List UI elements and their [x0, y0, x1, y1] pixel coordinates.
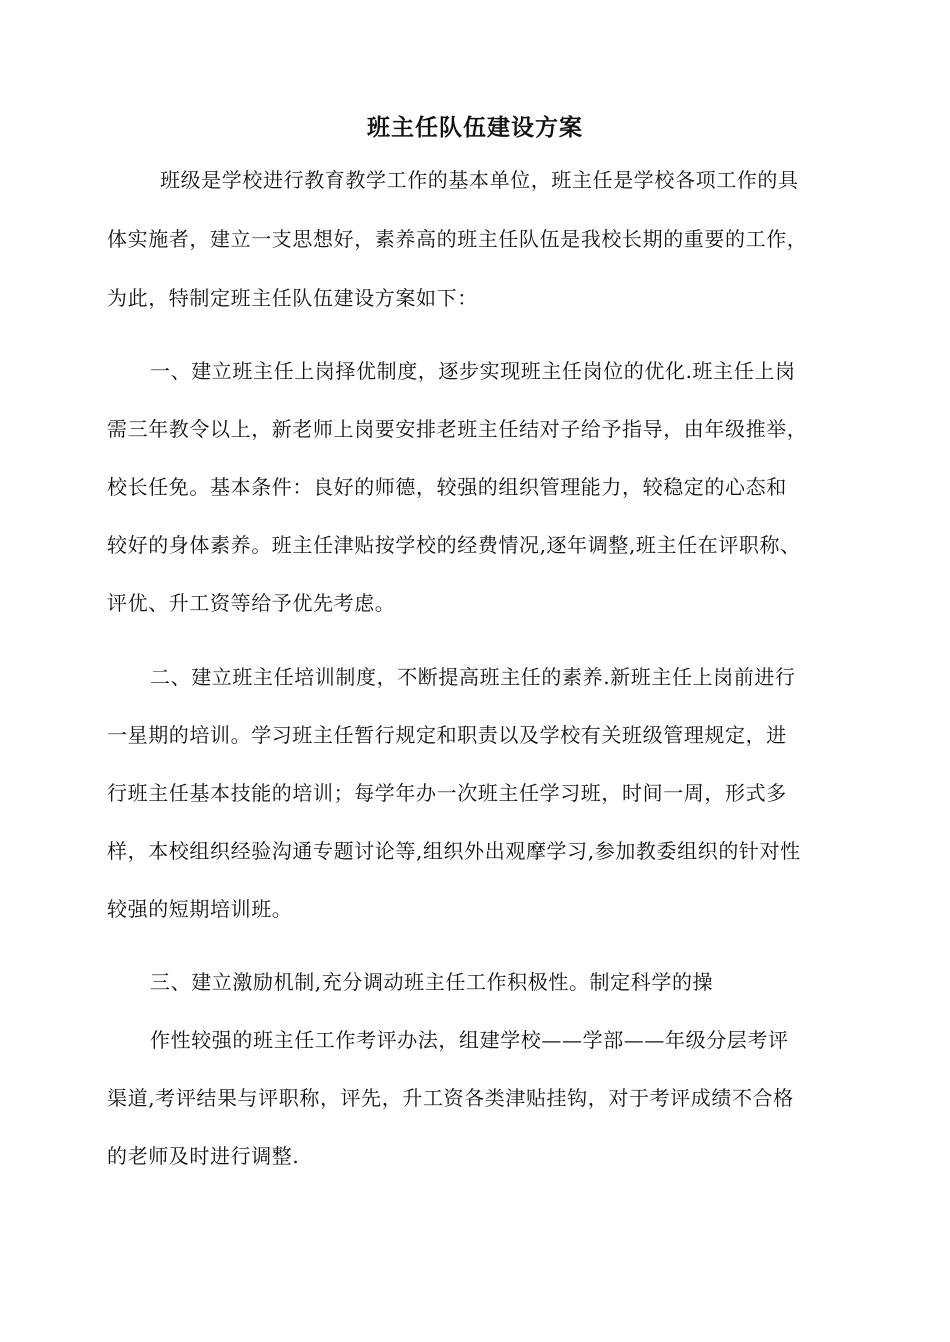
section3-line-3: 的老师及时进行调整. — [107, 1144, 300, 1168]
section1-line-4: 较好的身体素养。班主任津贴按学校的经费情况,逐年调整,班主任在评职称、 — [107, 533, 801, 557]
section1-line-3: 校长任免。基本条件：良好的师德，较强的组织管理能力，较稳定的心态和 — [107, 475, 787, 499]
section2-line-4: 样，本校组织经验沟通专题讨论等,组织外出观摩学习,参加教委组织的针对性 — [107, 839, 801, 863]
section3-line-2: 渠道,考评结果与评职称，评先，升工资各类津贴挂钩，对于考评成绩不合格 — [107, 1086, 794, 1110]
section2-line-5: 较强的短期培训班。 — [107, 897, 293, 921]
section1-line-1: 一、建立班主任上岗择优制度，逐步实现班主任岗位的优化.班主任上岗 — [150, 359, 796, 383]
intro-line-3: 为此，特制定班主任队伍建设方案如下： — [107, 286, 478, 310]
intro-line-1: 班级是学校进行教育教学工作的基本单位，班主任是学校各项工作的具 — [160, 168, 799, 192]
intro-line-2: 体实施者，建立一支思想好，素养高的班主任队伍是我校长期的重要的工作， — [107, 227, 808, 251]
section1-line-5: 评优、升工资等给予优先考虑。 — [107, 591, 396, 615]
section2-line-2: 一星期的培训。学习班主任暂行规定和职责以及学校有关班级管理规定，进 — [107, 723, 787, 747]
document-title: 班主任队伍建设方案 — [367, 114, 583, 141]
section1-line-2: 需三年教令以上，新老师上岗要安排老班主任结对子给予指导，由年级推举， — [107, 417, 808, 441]
section2-line-1: 二、建立班主任培训制度，不断提高班主任的素养.新班主任上岗前进行 — [150, 665, 796, 689]
section3-heading: 三、建立激励机制,充分调动班主任工作积极性。制定科学的操 — [150, 970, 714, 994]
section2-line-3: 行班主任基本技能的培训；每学年办一次班主任学习班，时间一周，形式多 — [107, 781, 787, 805]
section3-line-1: 作性较强的班主任工作考评办法，组建学校——学部——年级分层考评 — [150, 1028, 789, 1052]
